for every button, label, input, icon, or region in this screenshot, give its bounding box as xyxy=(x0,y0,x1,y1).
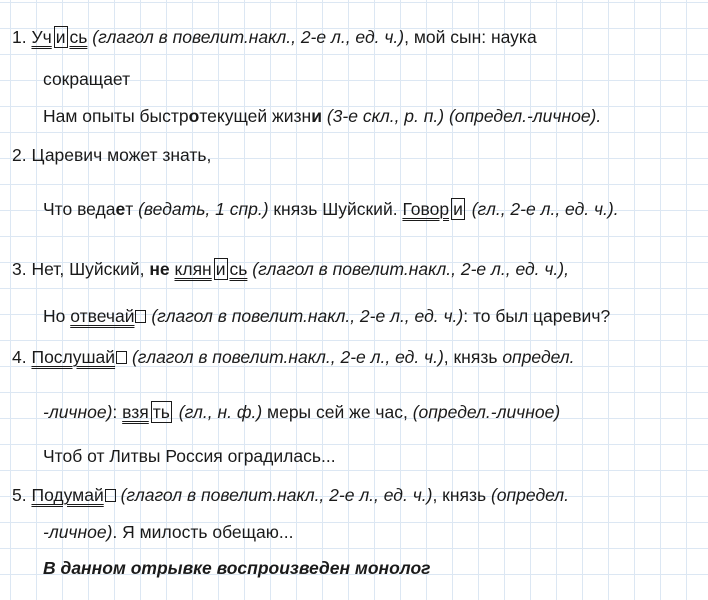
item-1-word: Уч и сь xyxy=(31,27,88,47)
item-3-word: клян и сь xyxy=(174,259,248,279)
item-1-line-1 xyxy=(12,25,537,49)
item-1-line-3: Нам опыты быстротекущей жизни (3-е скл., р. п.) (определ.-личное). xyxy=(43,106,602,126)
item-2-line-2: Что ведает (ведать, 1 спр.) князь Шуйский. Говор и (гл., 2-е л., ед. ч.). xyxy=(43,199,619,219)
item-3-line-1: 3. Нет, Шуйский, не клян и сь (глагол в повелит.накл., 2-е л., ед. ч.), xyxy=(12,259,569,279)
item-5-number: 5. xyxy=(12,485,27,505)
item-3-note: (глагол в повелит.накл., 2-е л., ед. ч.), xyxy=(252,259,569,279)
item-3-note-2: (глагол в повелит.накл., 2-е л., ед. ч.) xyxy=(151,306,464,326)
item-1-line-2: сокращает xyxy=(43,69,131,89)
item-3-word-2: отвечай xyxy=(70,306,146,326)
item-4-line-3: Чтоб от Литвы Россия оградилась... xyxy=(43,446,336,466)
zero-ending-icon xyxy=(105,489,116,502)
item-3-ending-box: и xyxy=(215,259,226,279)
item-2-word: Говор и xyxy=(402,199,463,219)
item-4-note-2: (гл., н. ф.) xyxy=(178,402,263,422)
item-3-line-2: Но отвечай (глагол в повелит.накл., 2-е л., ед. ч.): то был царевич? xyxy=(43,306,611,326)
item-2-line-1: 2. Царевич может знать, xyxy=(12,145,212,165)
item-3-particle-ne: не xyxy=(149,259,170,279)
item-5-line-2: -личное). Я милость обещаю... xyxy=(43,522,294,542)
item-1-ending-box: и xyxy=(55,27,66,47)
item-5-word: Подумай xyxy=(31,485,115,505)
item-2-note: (гл., 2-е л., ед. ч.). xyxy=(471,199,619,219)
zero-ending-icon xyxy=(116,351,127,364)
item-2-number: 2. xyxy=(12,145,27,165)
conclusion: В данном отрывке воспроизведен монолог xyxy=(43,558,431,578)
item-2-verb-note: (ведать, 1 спр.) xyxy=(138,199,269,219)
item-4-line-2: -личное): взя ть (гл., н. ф.) меры сей же час, (определ.-личное) xyxy=(43,402,561,422)
item-4-line-1: 4. Послушай (глагол в повелит.накл., 2-е л., ед. ч.), князь определ. xyxy=(12,347,575,367)
item-4-word-2: взя ть xyxy=(122,402,170,422)
item-1-note: (глагол в повелит.накл., 2-е л., ед. ч.) xyxy=(92,27,405,47)
item-2-ending-box: и xyxy=(453,199,463,219)
zero-ending-icon xyxy=(135,310,146,323)
item-4-ending-box: ть xyxy=(152,402,170,422)
item-4-number: 4. xyxy=(12,347,27,367)
item-5-note: (глагол в повелит.накл., 2-е л., ед. ч.) xyxy=(120,485,433,505)
item-3-number: 3. xyxy=(12,259,27,279)
item-1-number: 1. xyxy=(12,27,27,47)
item-5-line-1: 5. Подумай (глагол в повелит.накл., 2-е л., ед. ч.), князь (определ. xyxy=(12,485,569,505)
item-1-line-3-note: (3-е скл., р. п.) (определ.-личное). xyxy=(326,106,602,126)
item-4-note: (глагол в повелит.накл., 2-е л., ед. ч.) xyxy=(131,347,444,367)
item-4-word: Послушай xyxy=(31,347,127,367)
item-1-tail: , мой сын: наука xyxy=(404,27,537,47)
